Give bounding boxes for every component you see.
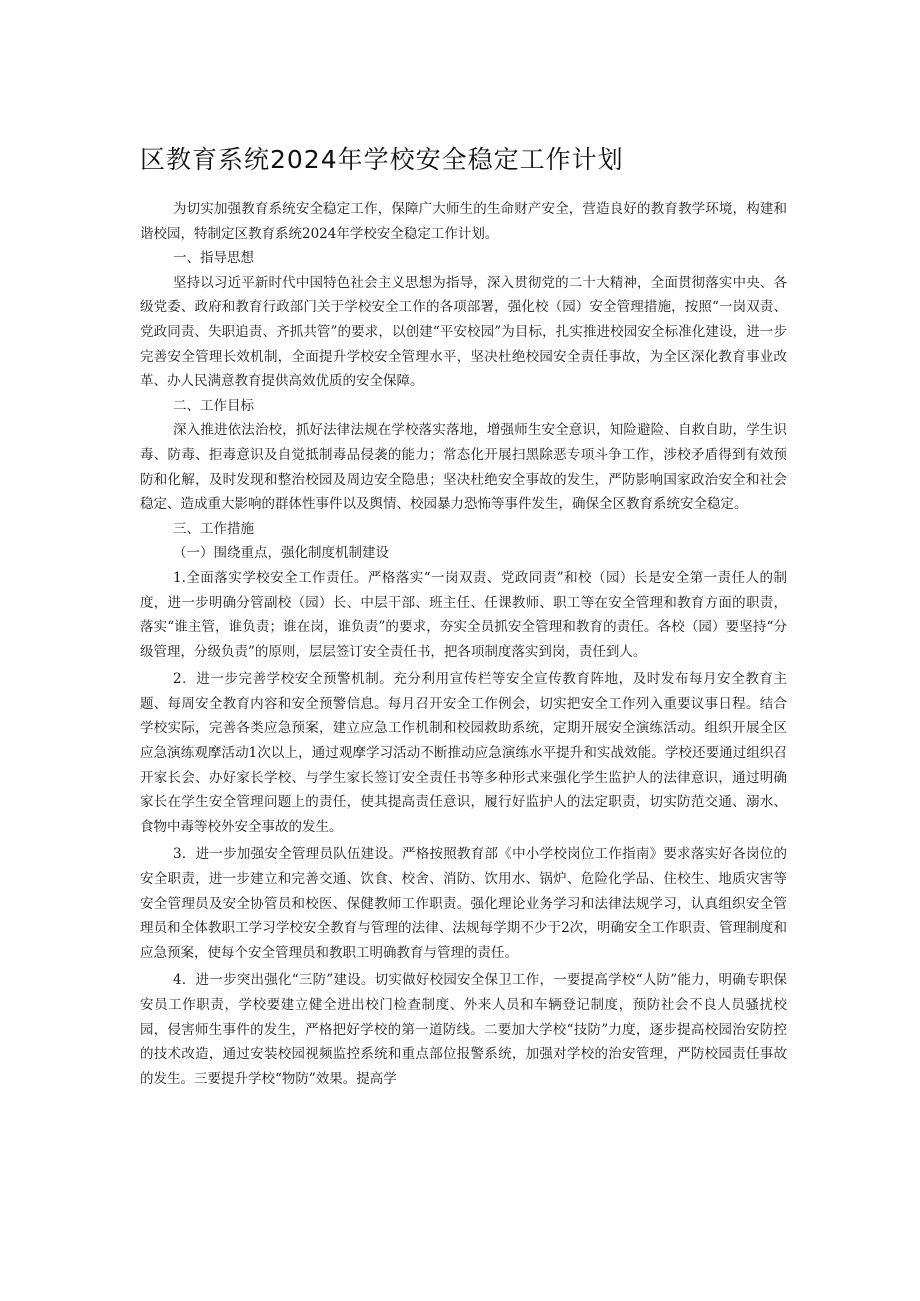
section-heading-work-measures: 三、工作措施 (173, 520, 254, 537)
measure-2-paragraph: 2．进一步完善学校安全预警机制。充分利用宣传栏等安全宣传教育阵地，及时发布每月安全教育主题、每周安全教育内容和安全预警信息。每月召开安全工作例会，切实把安全工作列入重要议事日程。结合学校实际，完善各类应急预案，建立应急工作机制和校园救助系统，定期开展安全演练活动。组织开展全区应急演练观摩活动1次以上，通过观摩学习活动不断推动应急演练水平提升和实战效能。学校还要通过组织召开家长会、办好家长学校、与学生家长签订安全责任书等多种形式来强化学生监护人的法律意识，通过明确家长在学生安全管理问题上的责任，使其提高责任意识，履行好监护人的法定职责，切实防范交通、溺水、食物中毒等校外安全事故的发生。 (140, 671, 787, 835)
section-heading-work-goals: 二、工作目标 (173, 397, 254, 414)
guiding-ideology-paragraph: 坚持以习近平新时代中国特色社会主义思想为指导，深入贯彻党的二十大精神，全面贯彻落实中央、各级党委、政府和教育行政部门关于学校安全工作的各项部署，强化校（园）安全管理措施，按照“一岗双责、党政同责、失职追责、齐抓共管”的要求，以创建“平安校园”为目标，扎实推进校园安全标准化建设，进一步完善安全管理长效机制，全面提升学校安全管理水平，坚决杜绝校园安全责任事故，为全区深化教育事业改革、办人民满意教育提供高效优质的安全保障。 (140, 274, 787, 390)
measure-1-paragraph: 1.全面落实学校安全工作责任。严格落实“一岗双责、党政同责”和校（园）长是安全第一责任人的制度，进一步明确分管副校（园）长、中层干部、班主任、任课教师、职工等在安全管理和教育方面的职责，落实“谁主管，谁负责；谁在岗，谁负责”的要求，夯实全员抓安全管理和教育的责任。各校（园）要坚持“分级管理，分级负责”的原则，层层签订安全责任书，把各项制度落实到岗，责任到人。 (140, 569, 787, 660)
document-title: 区教育系统2024年学校安全稳定工作计划 (140, 145, 624, 174)
document-body (140, 197, 787, 1091)
intro-paragraph: 为切实加强教育系统安全稳定工作，保障广大师生的生命财产安全，营造良好的教育教学环境，构建和谐校园，特制定区教育系统2024年学校安全稳定工作计划。 (140, 201, 787, 242)
subsection-heading-institutional-mechanisms: （一）围绕重点，强化制度机制建设 (173, 545, 389, 562)
section-heading-guiding-ideology: 一、指导思想 (173, 250, 254, 267)
measure-3-paragraph: 3．进一步加强安全管理员队伍建设。严格按照教育部《中小学校岗位工作指南》要求落实好各岗位的安全职责，进一步建立和完善交通、饮食、校舍、消防、饮用水、锅炉、危险化学品、住校生、地质灾害等安全管理员及安全协管员和校医、保健教师工作职责。强化理论业务学习和法律法规学习，认真组织安全管理员和全体教职工学习学校安全教育与管理的法律、法规每学期不少于2次，明确安全工作职责、管理制度和应急预案，使每个安全管理员和教职工明确教育与管理的责任。 (140, 846, 787, 961)
measure-4-paragraph: 4．进一步突出强化“三防”建设。切实做好校园安全保卫工作，一要提高学校“人防”能力，明确专职保安员工作职责，学校要建立健全进出校门检查制度、外来人员和车辆登记制度，预防社会不良人员骚扰校园，侵害师生事件的发生，严格把好学校的第一道防线。二要加大学校“技防”力度，逐步提高校园治安防控的技术改造，通过安装校园视频监控系统和重点部位报警系统，加强对学校的治安管理，严防校园责任事故的发生。三要提升学校“物防”效果。提高学 (140, 972, 787, 1087)
work-goals-paragraph: 深入推进依法治校，抓好法律法规在学校落实落地，增强师生安全意识，知险避险、自救自助，学生识毒、防毒、拒毒意识及自觉抵制毒品侵袭的能力；常态化开展扫黑除恶专项斗争工作，涉校矛盾得到有效预防和化解，及时发现和整治校园及周边安全隐患；坚决杜绝安全事故的发生，严防影响国家政治安全和社会稳定、造成重大影响的群体性事件以及舆情、校园暴力恐怖等事件发生，确保全区教育系统安全稳定。 (140, 422, 787, 513)
